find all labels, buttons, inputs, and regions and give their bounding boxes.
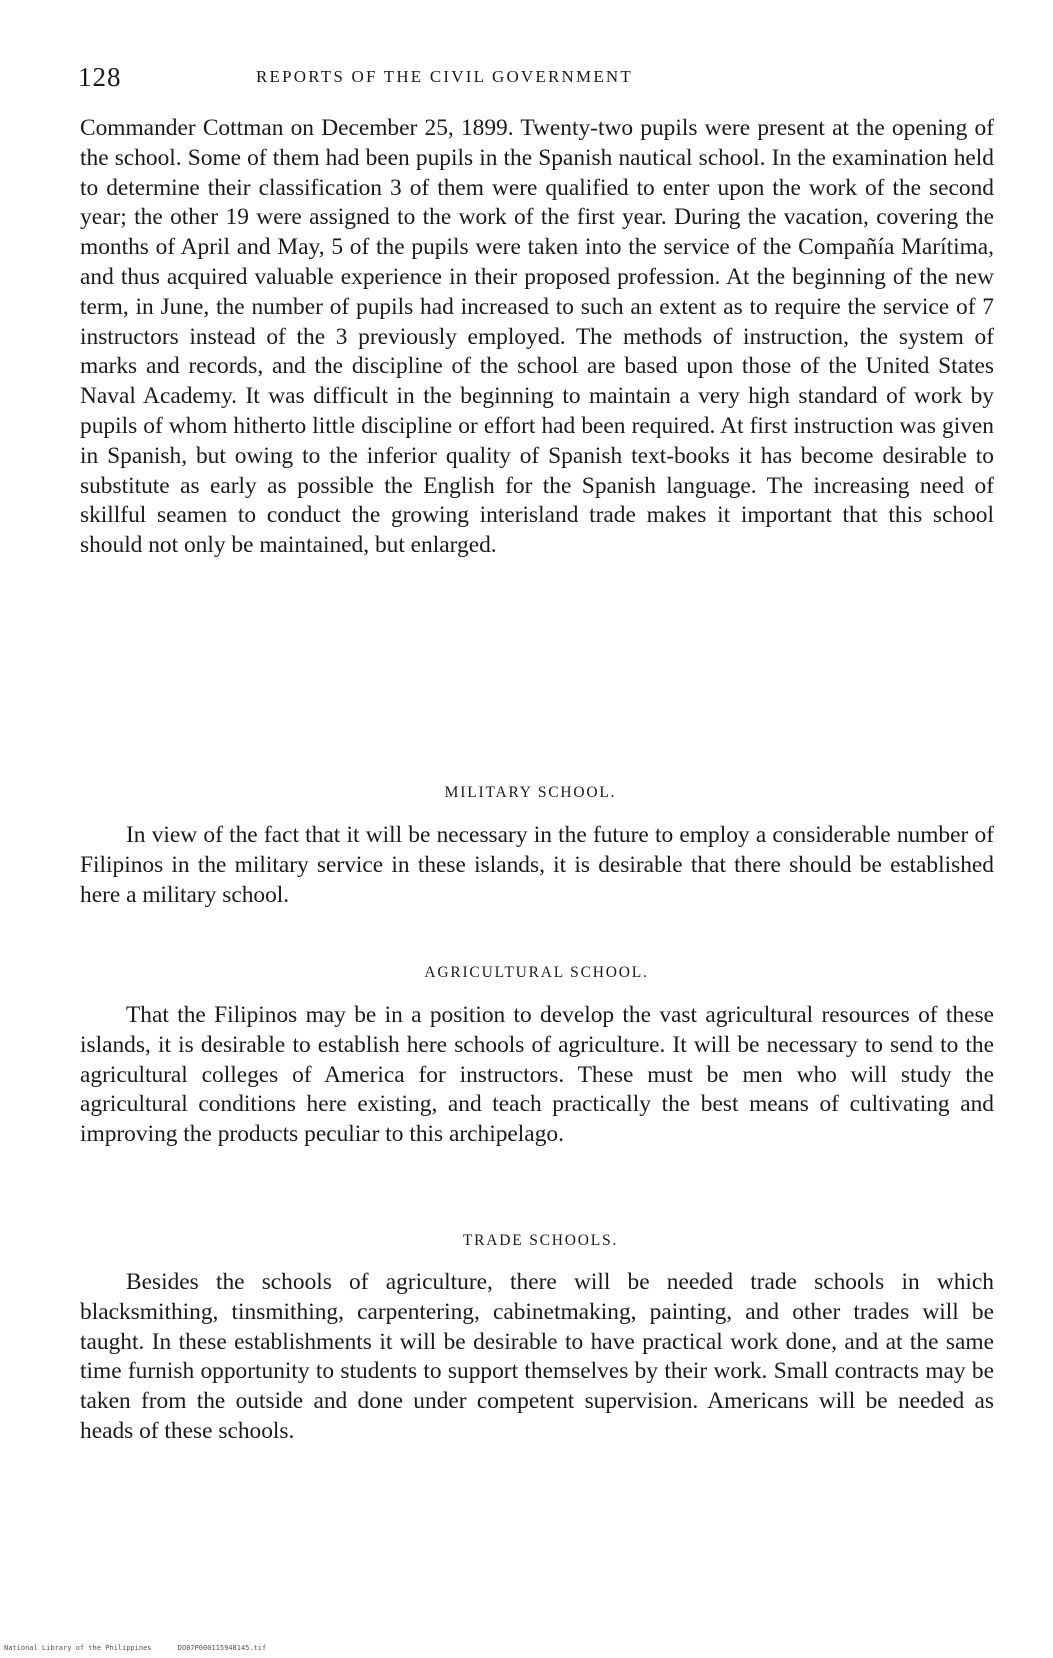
paragraph-nautical-school: Commander Cottman on December 25, 1899. Twenty-two pupils were present at the opening of the school. Some of them had been pupils in the Spanish nautical school. In the examination held to determine their classification 3 of them were qualified to enter upon the work of the second year; the other 19 were assigned to the work of the first year. During the vacation, covering the months of April and May, 5 of the pupils were taken into the service of the Compañía Marítima, and thus acquired valuable experience in their proposed profession. At the beginning of the new term, in June, the number of pupils had increased to such an extent as to require the service of 7 instructors instead of the 3 previously employed. The methods of instruction, the system of marks and records, and the discipline of the school are based upon those of the United States Naval Academy. It was difficult in the beginning to maintain a very high standard of work by pupils of whom hitherto little discipline or effort had been required. At first instruction was given in Spanish, but owing to the inferior quality of Spanish text-books it has become desirable to substitute as early as possible the English for the Spanish language. The increasing need of skillful seamen to conduct the growing interisland trade makes it important that this school should not only be maintained, but enlarged. (80, 115, 994, 559)
heading-agricultural-school: AGRICULTURAL SCHOOL. (424, 964, 649, 981)
scan-footer (4, 1644, 288, 1652)
running-head (78, 62, 988, 94)
heading-trade-schools: TRADE SCHOOLS. (462, 1232, 619, 1249)
running-title: REPORTS OF THE CIVIL GOVERNMENT (256, 67, 633, 86)
paragraph-trade-schools: Besides the schools of agriculture, there will be needed trade schools in which blacksmithing, tinsmithing, carpentering, cabinetmaking, painting, and other trades will be taught. In these establishments it will be desirable to have practical work done, and at the same time furnish opportunity to students to support themselves by their work. Small contracts may be taken from the outside and done under competent supervision. Americans will be needed as heads of these schools. (80, 1269, 994, 1444)
paragraph-agricultural-school: That the Filipinos may be in a position to develop the vast agricultural resources of these islands, it is desirable to establish here schools of agriculture. It will be necessary to send to the agricultural colleges of America for instructors. These must be men who will study the agricultural conditions here existing, and teach practically the best means of cultivating and improving the products peculiar to this archipelago. (80, 1002, 994, 1148)
page-number: 128 (78, 62, 122, 92)
heading-military-school: MILITARY SCHOOL. (444, 784, 617, 801)
paragraph-military-school: In view of the fact that it will be necessary in the future to employ a considerable number of Filipinos in the military service in these islands, it is desirable that there should be established here a military school. (80, 822, 994, 908)
footer-file-id: DO87P000115948145.tif (177, 1644, 267, 1652)
footer-library: National Library of the Philippines (4, 1644, 152, 1652)
